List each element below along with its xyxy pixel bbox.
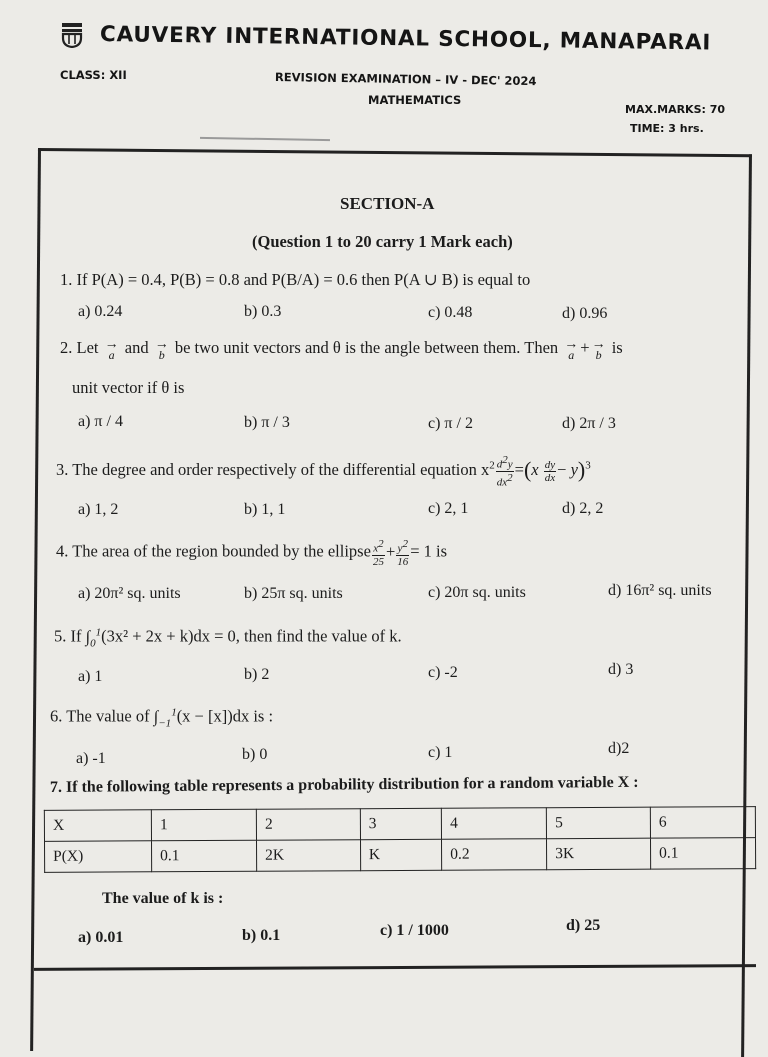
subject-label: MATHEMATICS <box>368 93 462 107</box>
table-cell: 0.1 <box>152 840 257 872</box>
q1-option-b: b) 0.3 <box>244 303 282 320</box>
q1-option-d: d) 0.96 <box>562 305 608 322</box>
q4-option-c: c) 20π sq. units <box>428 584 526 601</box>
table-cell: 2 <box>256 809 360 841</box>
table-cell: 3K <box>547 838 651 870</box>
table-cell: 1 <box>151 809 256 841</box>
q4-suffix: = 1 is <box>410 541 448 561</box>
q5-option-d: d) 3 <box>608 661 634 678</box>
table-cell: P(X) <box>45 841 152 873</box>
vector-a: → a <box>104 337 119 362</box>
q2-option-d: d) 2π / 3 <box>562 415 616 432</box>
q3-option-b: b) 1, 1 <box>244 501 286 518</box>
q4-option-d: d) 16π² sq. units <box>608 582 712 599</box>
question-2-line2: unit vector if θ is <box>72 378 185 397</box>
question-6 <box>50 706 273 729</box>
class-label: CLASS: XII <box>60 68 127 82</box>
vector-a-label: a <box>568 348 575 362</box>
q2-is: is <box>611 338 623 357</box>
school-name: CAUVERY INTERNATIONAL SCHOOL, MANAPARAI <box>99 22 712 56</box>
q5-expression: (3x² + 2x + k)dx = 0, then find the value of k. <box>101 626 402 646</box>
q3-option-a: a) 1, 2 <box>78 501 119 518</box>
q6-expression: (x − [x])dx is : <box>176 706 274 726</box>
q7-option-d: d) 25 <box>566 917 601 934</box>
q6-option-c: c) 1 <box>428 744 453 761</box>
q2-option-a: a) π / 4 <box>78 413 123 430</box>
table-cell: 4 <box>442 808 547 840</box>
q5-prefix: 5. If <box>54 626 82 646</box>
table-row <box>45 838 756 873</box>
time-allowed: TIME: 3 hrs. <box>630 122 704 135</box>
section-title: SECTION-A <box>340 194 435 213</box>
school-crest-icon <box>60 22 84 48</box>
q7-option-a: a) 0.01 <box>78 929 124 946</box>
q7-option-b: b) 0.1 <box>242 927 281 944</box>
q2-option-c: c) π / 2 <box>428 415 473 432</box>
q6-prefix: 6. The value of <box>50 706 150 726</box>
q4-option-b: b) 25π sq. units <box>244 585 343 602</box>
vector-a: → a <box>564 337 579 362</box>
q3-option-d: d) 2, 2 <box>562 500 604 517</box>
q5-option-a: a) 1 <box>78 668 103 685</box>
integral-0-to-1: $\int_0^1$ <box>85 626 102 649</box>
q6-option-d: d)2 <box>608 740 630 757</box>
vector-b-label: b <box>158 348 165 362</box>
q5-option-b: b) 2 <box>244 666 270 683</box>
q3-option-c: c) 2, 1 <box>428 500 469 517</box>
table-cell: 0.1 <box>650 838 755 870</box>
q7-option-c: c) 1 / 1000 <box>380 922 449 939</box>
table-row <box>44 807 755 842</box>
q2-middle: be two unit vectors and θ is the angle between them. Then <box>174 338 559 357</box>
question-5 <box>54 626 402 649</box>
table-cell: 0.2 <box>442 839 547 871</box>
exam-title: REVISION EXAMINATION – IV - DEC' 2024 <box>274 70 537 89</box>
table-cell: K <box>360 839 442 870</box>
table-cell: 6 <box>650 807 755 839</box>
integral-minus1-to-1: $\int_{-1}^1$ <box>153 706 177 729</box>
section-note: (Question 1 to 20 carry 1 Mark each) <box>252 232 513 251</box>
vector-b: → b <box>591 337 606 362</box>
differential-equation: $x^2$ $\frac{d^2y}{dx^2}$ =(x $\frac{dy}{dx}$ − y)$^3$ <box>481 454 591 489</box>
q5-option-c: c) -2 <box>428 664 458 681</box>
question-4 <box>56 538 447 568</box>
q7-prompt: The value of k is : <box>102 890 224 907</box>
question-3 <box>56 454 591 488</box>
vector-b: → b <box>154 337 169 362</box>
q1-option-a: a) 0.24 <box>78 303 123 320</box>
max-marks: MAX.MARKS: 70 <box>625 103 726 116</box>
q2-prefix: 2. Let <box>60 338 99 357</box>
table-cell: 2K <box>257 840 361 872</box>
q2-and: and <box>124 338 149 357</box>
question-7: 7. If the following table represents a probability distribution for a random variable X : <box>49 773 639 796</box>
q6-option-a: a) -1 <box>76 750 106 767</box>
q1-option-c: c) 0.48 <box>428 304 473 321</box>
question-1: 1. If P(A) = 0.4, P(B) = 0.8 and P(B/A) = 0.6 then P(A ∪ B) is equal to <box>60 270 531 289</box>
question-2: 2. Let → a and → b be two unit vectors and θ is the angle between them. Then → a + → b is <box>60 337 623 362</box>
table-cell: X <box>44 810 151 842</box>
q4-option-a: a) 20π² sq. units <box>78 585 181 602</box>
vector-a-label: a <box>108 348 115 362</box>
q6-option-b: b) 0 <box>242 746 268 763</box>
q4-text: 4. The area of the region bounded by the ellipse <box>56 541 371 561</box>
q3-text: 3. The degree and order respectively of the differential equation <box>56 459 477 479</box>
ellipse-equation: $\frac{x^2}{25}$ + $\frac{y^2}{16}$ <box>372 538 409 568</box>
probability-table <box>44 806 756 873</box>
divider <box>200 137 330 141</box>
table-cell: 3 <box>360 808 442 839</box>
vector-b-label: b <box>595 348 602 362</box>
q2-option-b: b) π / 3 <box>244 414 290 431</box>
table-cell: 5 <box>547 807 651 839</box>
